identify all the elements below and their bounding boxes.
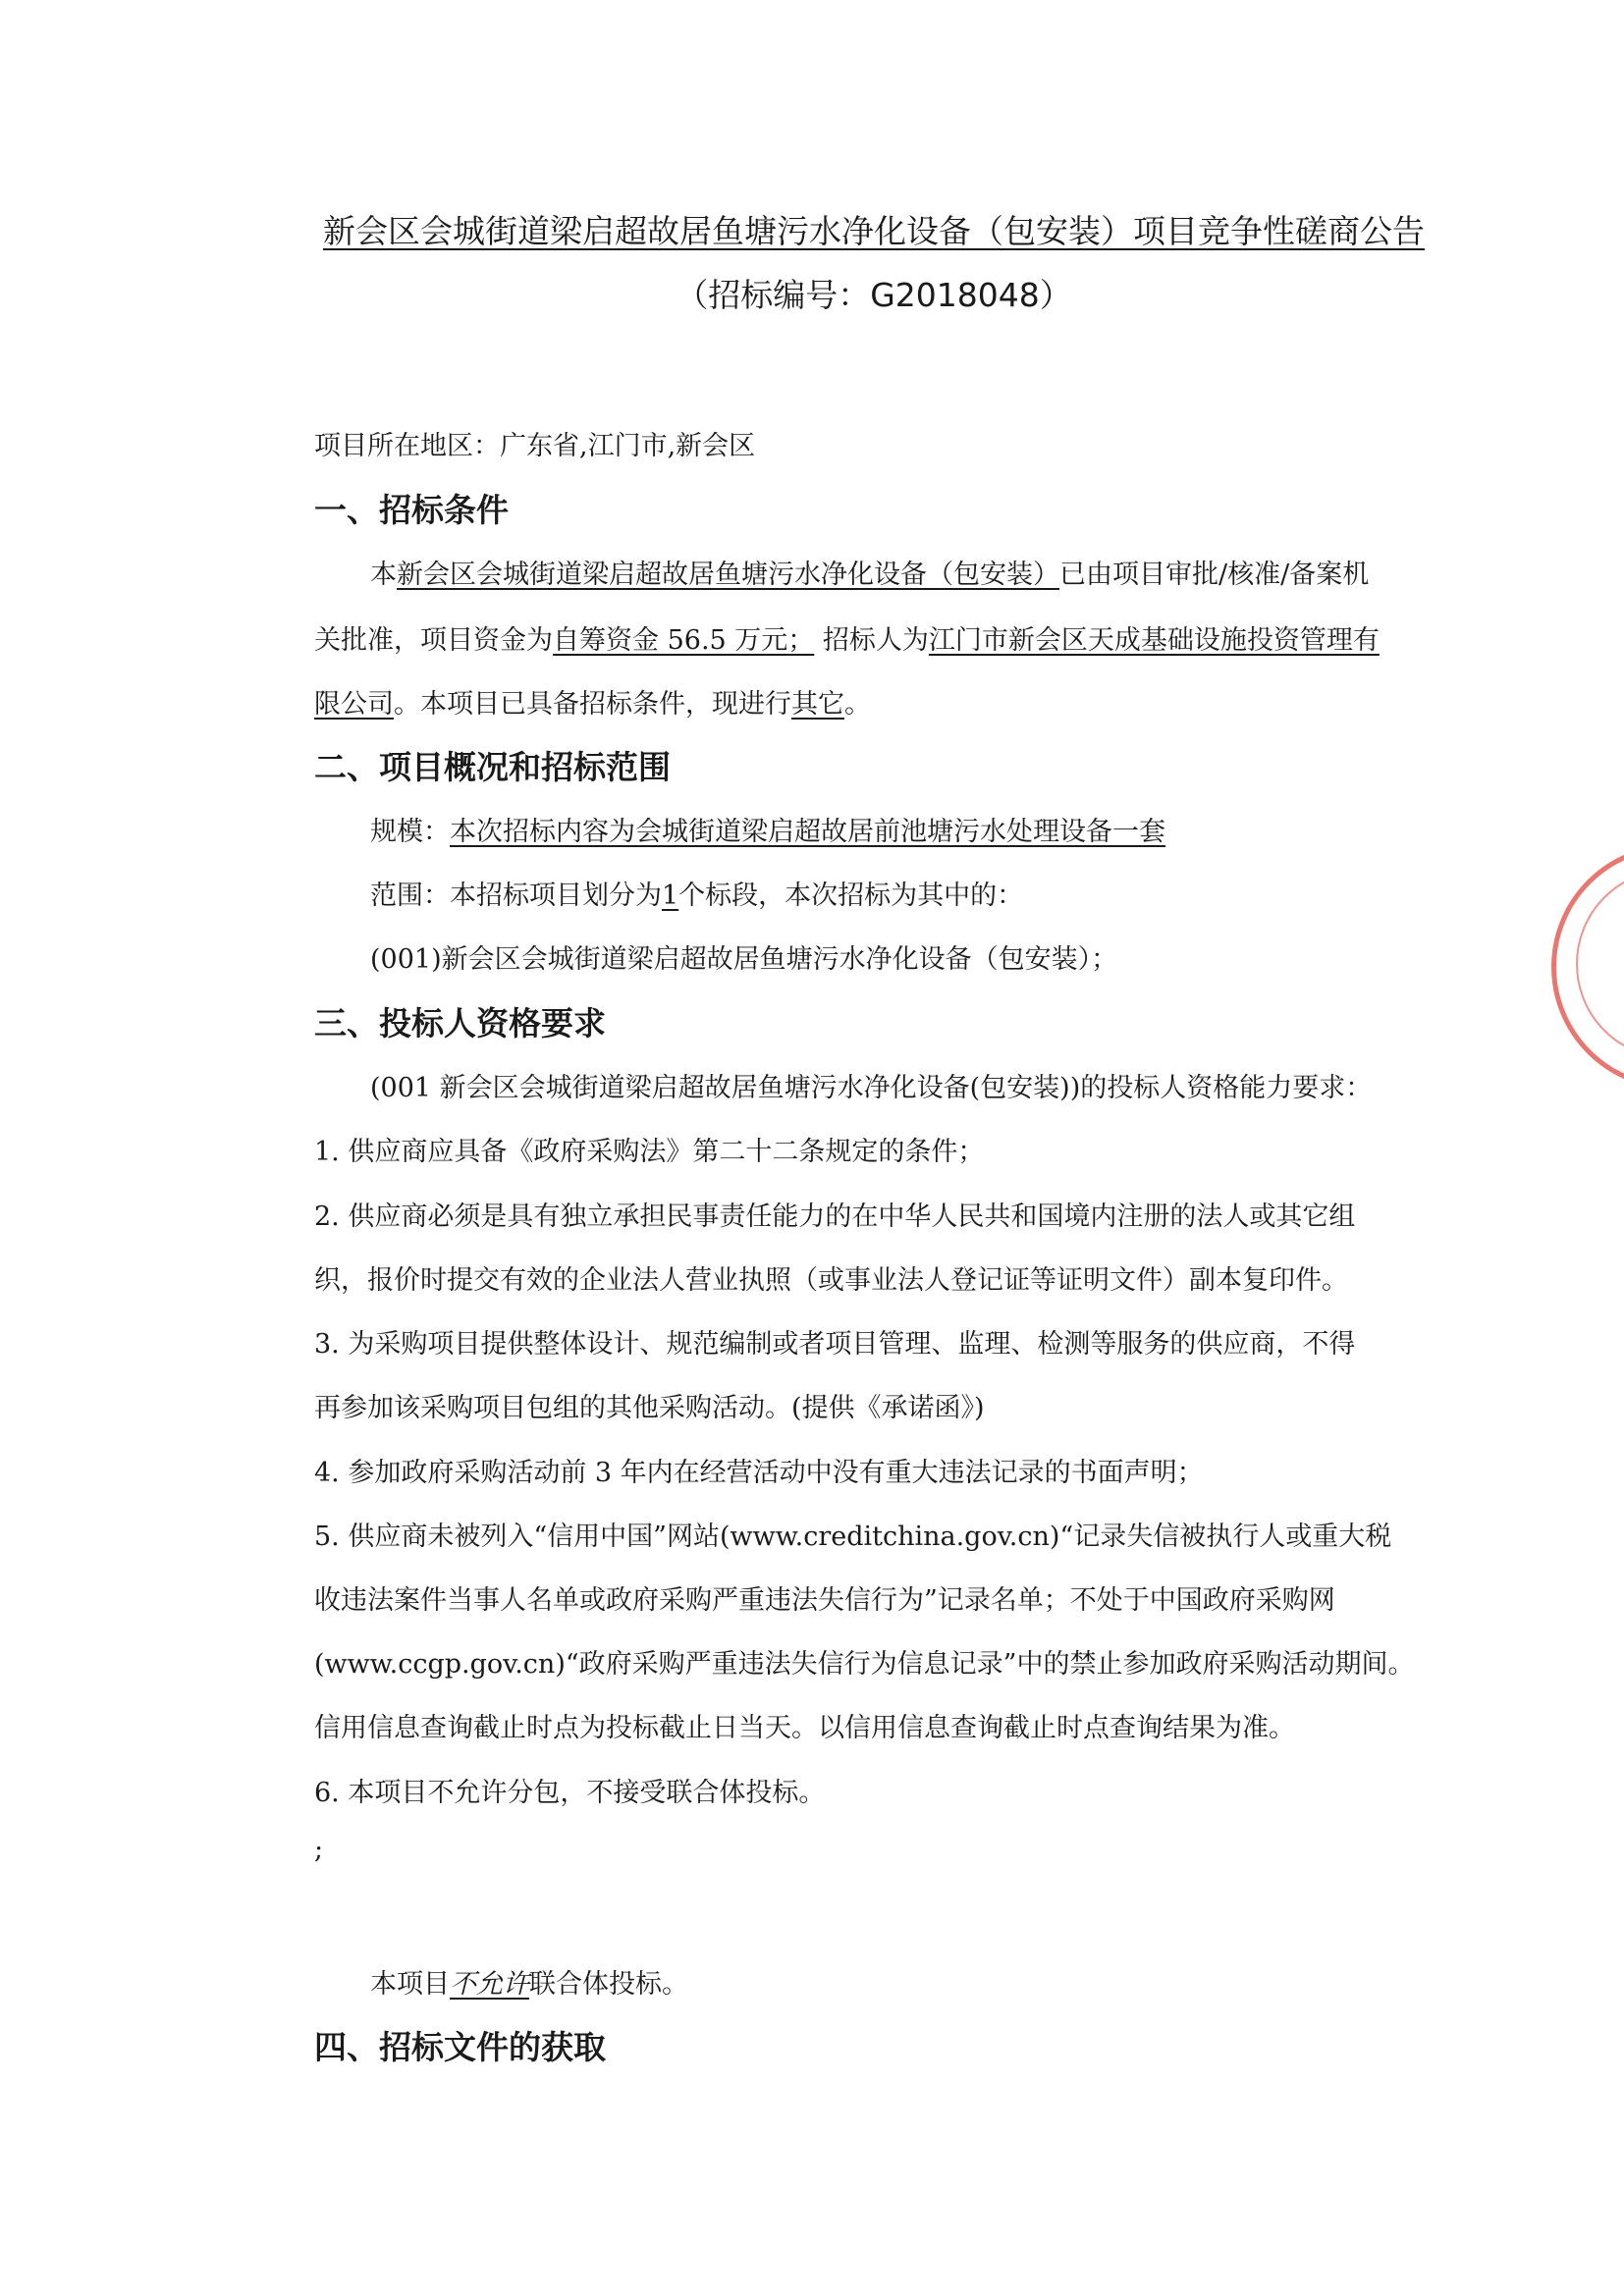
requirement-2-line-2: 织，报价时提交有效的企业法人营业执照（或事业法人登记证等证明文件）副本复印件。 [314, 1265, 1348, 1296]
s1-paragraph-line-1: 本新会区会城街道梁启超故居鱼塘污水净化设备（包安装）已由项目审批/核准/备案机 [370, 560, 1370, 590]
requirement-3-line-1: 3. 为采购项目提供整体设计、规范编制或者项目管理、监理、检测等服务的供应商，不得 [314, 1329, 1356, 1360]
requirement-5-line-4: 信用信息查询截止时点为投标截止日当天。以信用信息查询截止时点查询结果为准。 [314, 1713, 1295, 1743]
requirement-4: 4. 参加政府采购活动前 3 年内在经营活动中没有重大违法记录的书面声明； [314, 1458, 1204, 1488]
project-location: 项目所在地区：广东省,江门市,新会区 [314, 431, 756, 461]
section-heading-3: 三、投标人资格要求 [314, 1004, 606, 1042]
requirement-6: 6. 本项目不允许分包，不接受联合体投标。 [314, 1778, 826, 1808]
requirement-1: 1. 供应商应具备《政府采购法》第二十二条规定的条件； [314, 1137, 985, 1167]
requirement-5-line-2: 收违法案件当事人名单或政府采购严重违法失信行为”记录名单；不处于中国政府采购网 [314, 1585, 1335, 1616]
red-seal-stamp [1551, 844, 1624, 1090]
s1-paragraph-line-3: 限公司。本项目已具备招标条件，现进行其它。 [314, 689, 871, 720]
document-title: 新会区会城街道梁启超故居鱼塘污水净化设备（包安装）项目竞争性磋商公告 [323, 212, 1425, 250]
s1-paragraph-line-2: 关批准，项目资金为自筹资金 56.5 万元； 招标人为江门市新会区天成基础设施投资管理有 [314, 625, 1380, 656]
requirement-5-line-1: 5. 供应商未被列入“信用中国”网站(www.creditchina.gov.cn)“记录失信被执行人或重大税 [314, 1522, 1392, 1552]
requirement-2-line-1: 2. 供应商必须是具有独立承担民事责任能力的在中华人民共和国境内注册的法人或其它组 [314, 1201, 1356, 1232]
consortium-statement: 本项目不允许联合体投标。 [370, 1969, 688, 2000]
section-heading-1: 一、招标条件 [314, 491, 509, 529]
project-range: 范围：本招标项目划分为1个标段，本次招标为其中的： [370, 881, 1024, 911]
requirement-3-line-2: 再参加该采购项目包组的其他采购活动。(提供《承诺函》) [314, 1393, 985, 1423]
qualification-intro: (001 新会区会城街道梁启超故居鱼塘污水净化设备(包安装))的投标人资格能力要求： [370, 1073, 1373, 1103]
project-lot: (001)新会区会城街道梁启超故居鱼塘污水净化设备（包安装）； [370, 944, 1118, 975]
tender-number: （招标编号：G2018048） [676, 276, 1072, 314]
section-heading-2: 二、项目概况和招标范围 [314, 748, 671, 786]
project-scale: 规模：本次招标内容为会城街道梁启超故居前池塘污水处理设备一套 [370, 817, 1165, 847]
requirement-5-line-3: (www.ccgp.gov.cn)“政府采购严重违法失信行为信息记录”中的禁止参加政府采购活动期间。 [314, 1649, 1415, 1680]
stray-semicolon: ; [314, 1835, 324, 1865]
section-heading-4: 四、招标文件的获取 [314, 2028, 606, 2066]
